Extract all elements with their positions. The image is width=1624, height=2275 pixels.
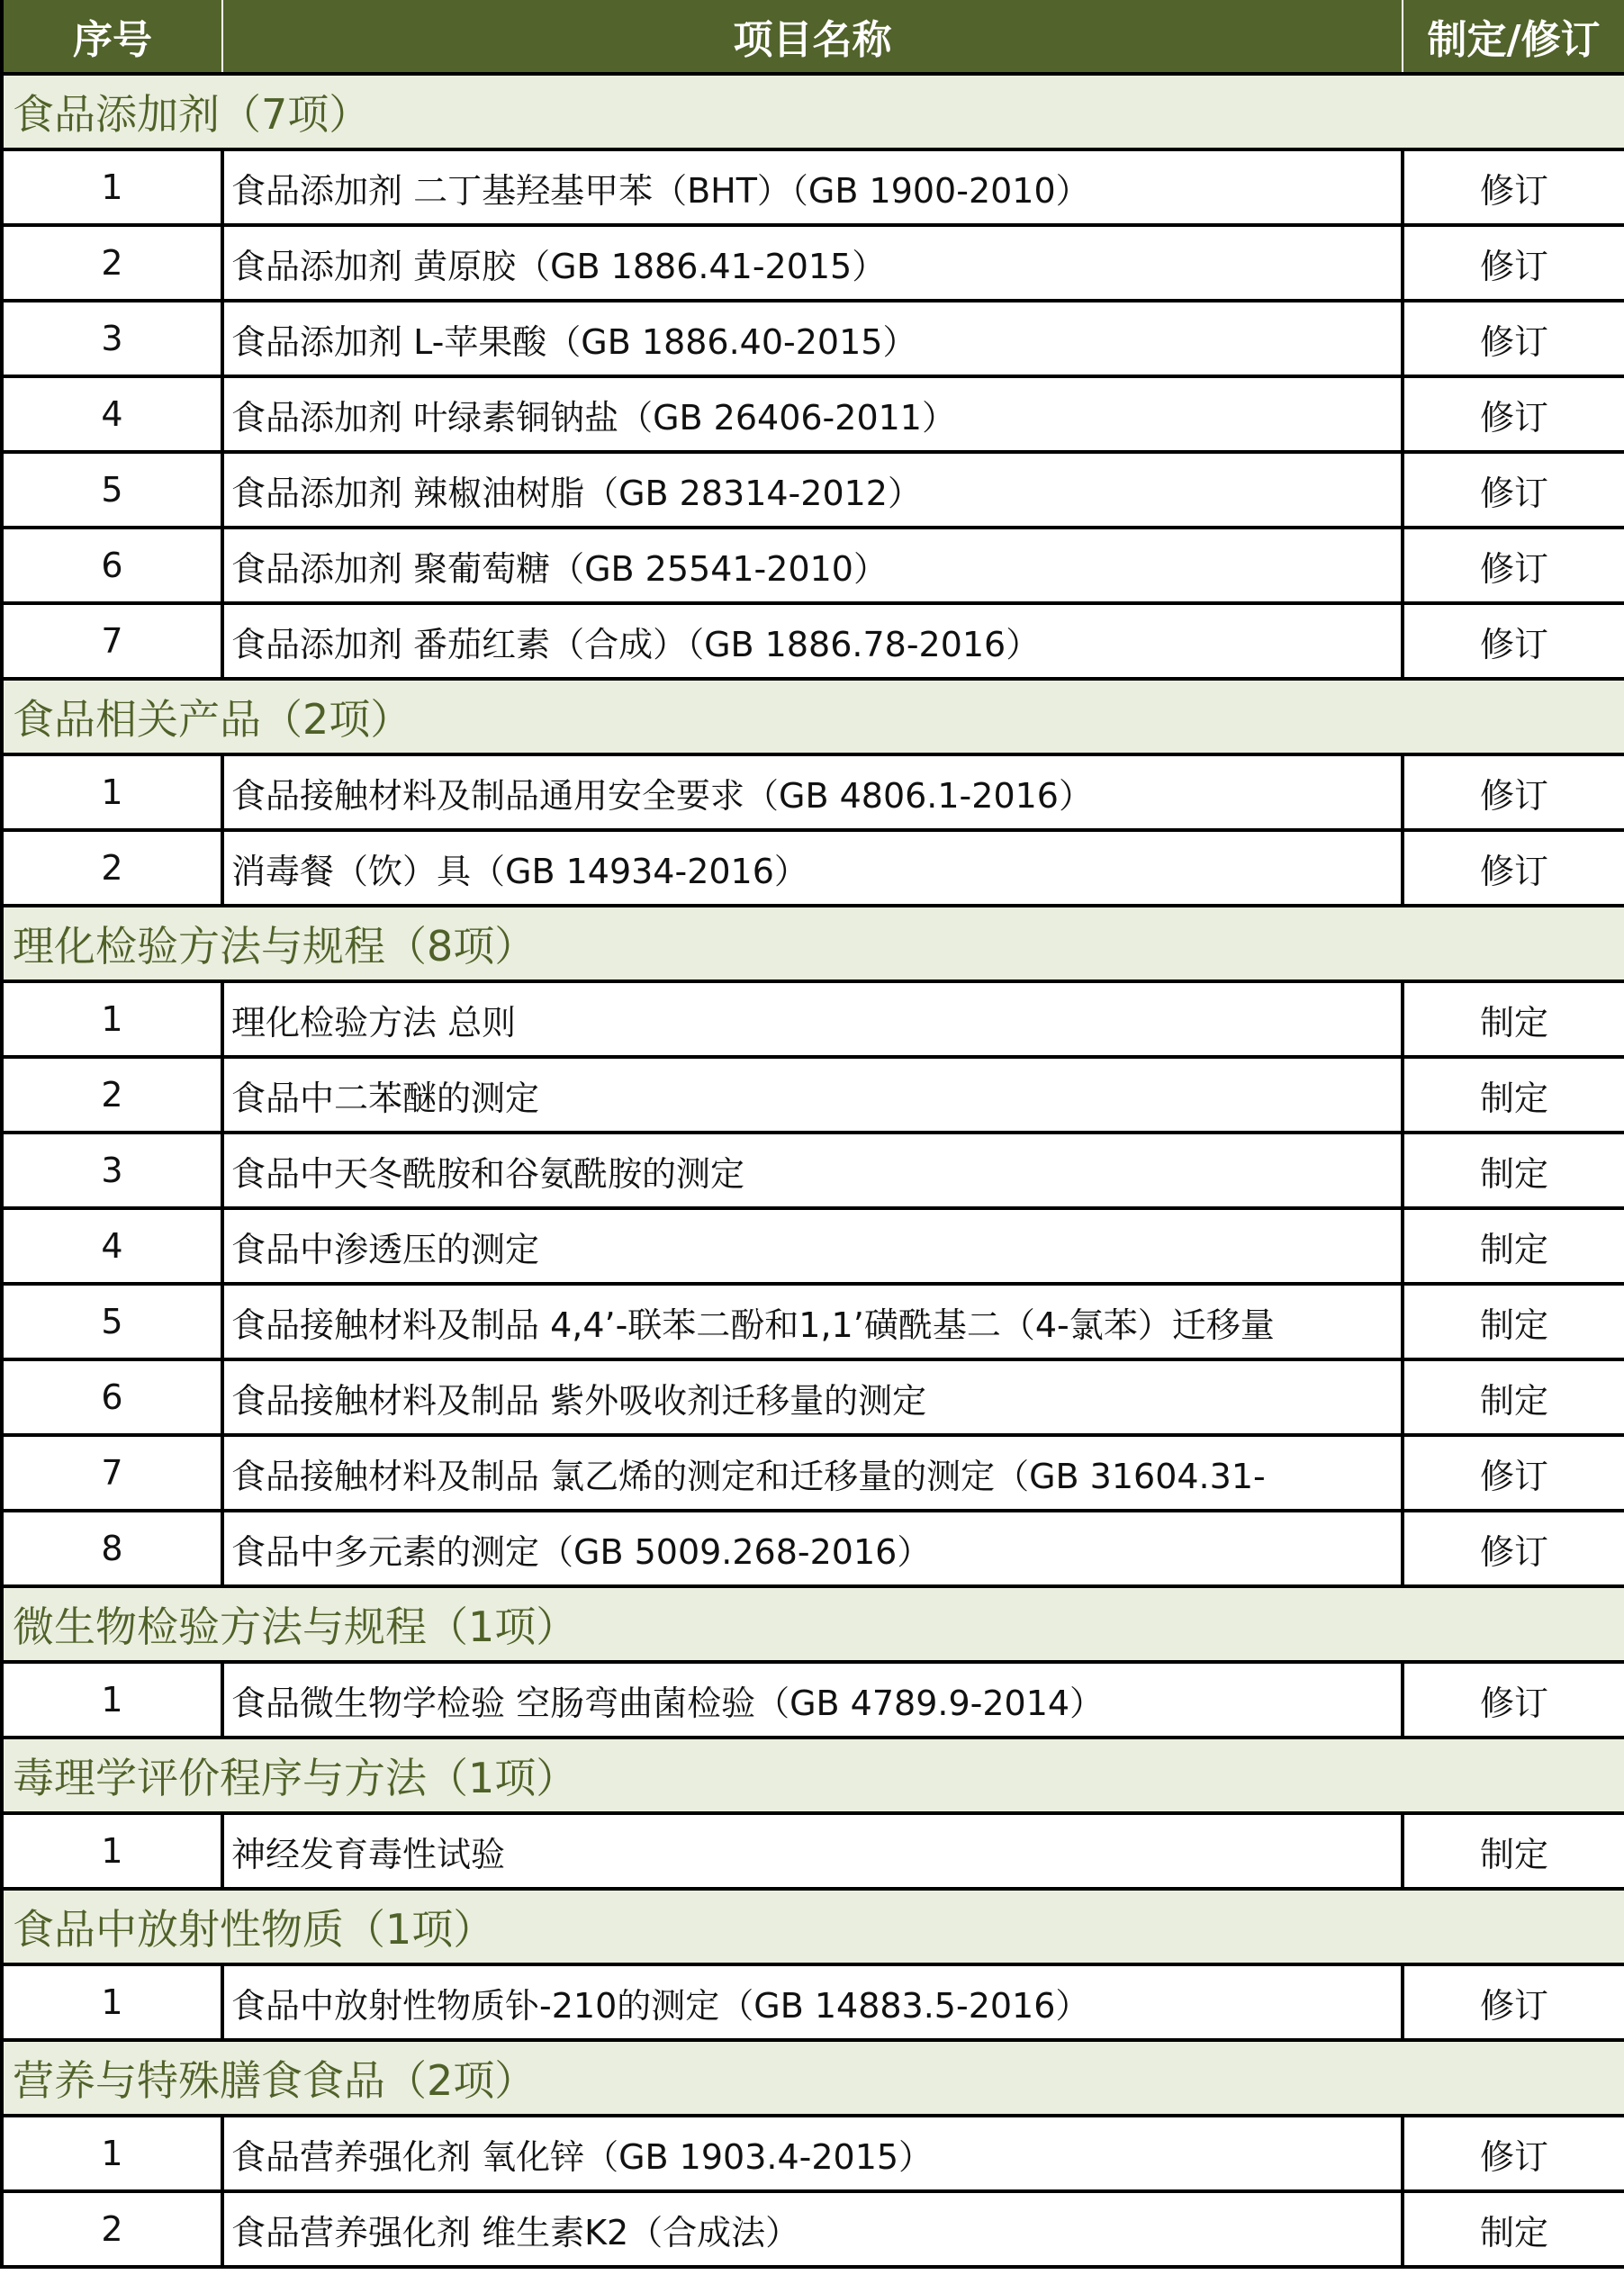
row-name: 理化检验方法 总则	[222, 981, 1403, 1057]
row-name: 食品接触材料及制品 紫外吸收剂迁移量的测定	[222, 1359, 1403, 1435]
row-name: 食品接触材料及制品通用安全要求（GB 4806.1-2016）	[222, 754, 1403, 830]
row-index: 7	[2, 1435, 222, 1511]
table-row	[2, 1435, 1624, 1511]
row-type: 修订	[1403, 225, 1624, 301]
header-row	[2, 0, 1624, 74]
section-row	[2, 679, 1624, 754]
table-row	[2, 1511, 1624, 1586]
row-type: 修订	[1403, 376, 1624, 452]
row-name: 消毒餐（饮）具（GB 14934-2016）	[222, 830, 1403, 906]
row-name: 食品添加剂 二丁基羟基甲苯（BHT）（GB 1900-2010）	[222, 149, 1403, 225]
row-index: 5	[2, 1284, 222, 1359]
row-name: 食品中渗透压的测定	[222, 1208, 1403, 1284]
table-row	[2, 376, 1624, 452]
header-type: 制定/修订	[1403, 0, 1624, 74]
row-type: 制定	[1403, 1359, 1624, 1435]
header-name: 项目名称	[222, 0, 1403, 74]
row-index: 5	[2, 452, 222, 528]
row-type: 修订	[1403, 149, 1624, 225]
header-index: 序号	[2, 0, 222, 74]
row-type: 修订	[1403, 754, 1624, 830]
table-row	[2, 1284, 1624, 1359]
table-row	[2, 1662, 1624, 1738]
row-index: 6	[2, 1359, 222, 1435]
row-type: 修订	[1403, 301, 1624, 376]
row-type: 修订	[1403, 1662, 1624, 1738]
table-row	[2, 2191, 1624, 2267]
row-type: 修订	[1403, 1964, 1624, 2040]
table-row	[2, 301, 1624, 376]
section-title: 食品中放射性物质（1项）	[2, 1889, 1624, 1964]
row-name: 食品中天冬酰胺和谷氨酰胺的测定	[222, 1133, 1403, 1208]
row-index: 1	[2, 149, 222, 225]
row-type: 制定	[1403, 1057, 1624, 1133]
row-type: 修订	[1403, 528, 1624, 603]
section-title: 食品添加剂（7项）	[2, 74, 1624, 149]
table-row	[2, 754, 1624, 830]
row-type: 制定	[1403, 1813, 1624, 1889]
row-type: 制定	[1403, 1284, 1624, 1359]
table-row	[2, 830, 1624, 906]
table-row	[2, 2116, 1624, 2191]
row-index: 1	[2, 1964, 222, 2040]
row-name: 食品营养强化剂 氧化锌（GB 1903.4-2015）	[222, 2116, 1403, 2191]
row-name: 神经发育毒性试验	[222, 1813, 1403, 1889]
table-row	[2, 1208, 1624, 1284]
section-title: 毒理学评价程序与方法（1项）	[2, 1738, 1624, 1813]
section-row	[2, 906, 1624, 981]
row-type: 修订	[1403, 1435, 1624, 1511]
row-type: 修订	[1403, 830, 1624, 906]
row-type: 制定	[1403, 981, 1624, 1057]
row-index: 2	[2, 830, 222, 906]
table-row	[2, 1133, 1624, 1208]
row-name: 食品添加剂 辣椒油树脂（GB 28314-2012）	[222, 452, 1403, 528]
row-index: 3	[2, 301, 222, 376]
section-row	[2, 74, 1624, 149]
table-row	[2, 452, 1624, 528]
row-index: 2	[2, 2191, 222, 2267]
row-index: 6	[2, 528, 222, 603]
section-title: 微生物检验方法与规程（1项）	[2, 1586, 1624, 1662]
row-name: 食品添加剂 黄原胶（GB 1886.41-2015）	[222, 225, 1403, 301]
row-name: 食品添加剂 L-苹果酸（GB 1886.40-2015）	[222, 301, 1403, 376]
table-body	[2, 74, 1624, 2267]
section-row	[2, 1586, 1624, 1662]
row-type: 修订	[1403, 603, 1624, 679]
row-type: 制定	[1403, 2191, 1624, 2267]
section-row	[2, 1889, 1624, 1964]
row-name: 食品中多元素的测定（GB 5009.268-2016）	[222, 1511, 1403, 1586]
section-row	[2, 2040, 1624, 2116]
row-type: 修订	[1403, 2116, 1624, 2191]
row-index: 2	[2, 225, 222, 301]
row-type: 修订	[1403, 1511, 1624, 1586]
row-name: 食品接触材料及制品 4,4’-联苯二酚和1,1’磺酰基二（4-氯苯）迁移量	[222, 1284, 1403, 1359]
row-type: 制定	[1403, 1208, 1624, 1284]
row-index: 1	[2, 1813, 222, 1889]
row-index: 8	[2, 1511, 222, 1586]
table-row	[2, 603, 1624, 679]
row-index: 1	[2, 2116, 222, 2191]
row-name: 食品营养强化剂 维生素K2（合成法）	[222, 2191, 1403, 2267]
section-title: 营养与特殊膳食食品（2项）	[2, 2040, 1624, 2116]
table-row	[2, 528, 1624, 603]
row-name: 食品接触材料及制品 氯乙烯的测定和迁移量的测定（GB 31604.31-	[222, 1435, 1403, 1511]
row-index: 1	[2, 981, 222, 1057]
table-row	[2, 981, 1624, 1057]
row-name: 食品中二苯醚的测定	[222, 1057, 1403, 1133]
row-name: 食品中放射性物质钋-210的测定（GB 14883.5-2016）	[222, 1964, 1403, 2040]
section-title: 理化检验方法与规程（8项）	[2, 906, 1624, 981]
row-index: 3	[2, 1133, 222, 1208]
table-row	[2, 1359, 1624, 1435]
row-name: 食品添加剂 叶绿素铜钠盐（GB 26406-2011）	[222, 376, 1403, 452]
table-row	[2, 1813, 1624, 1889]
section-title: 食品相关产品（2项）	[2, 679, 1624, 754]
table-row	[2, 149, 1624, 225]
table-row	[2, 1057, 1624, 1133]
row-name: 食品添加剂 聚葡萄糖（GB 25541-2010）	[222, 528, 1403, 603]
row-index: 1	[2, 1662, 222, 1738]
row-index: 4	[2, 376, 222, 452]
row-index: 1	[2, 754, 222, 830]
row-name: 食品添加剂 番茄红素（合成）（GB 1886.78-2016）	[222, 603, 1403, 679]
row-index: 7	[2, 603, 222, 679]
table-row	[2, 225, 1624, 301]
row-index: 4	[2, 1208, 222, 1284]
table-row	[2, 1964, 1624, 2040]
row-name: 食品微生物学检验 空肠弯曲菌检验（GB 4789.9-2014）	[222, 1662, 1403, 1738]
row-type: 修订	[1403, 452, 1624, 528]
section-row	[2, 1738, 1624, 1813]
row-type: 制定	[1403, 1133, 1624, 1208]
row-index: 2	[2, 1057, 222, 1133]
